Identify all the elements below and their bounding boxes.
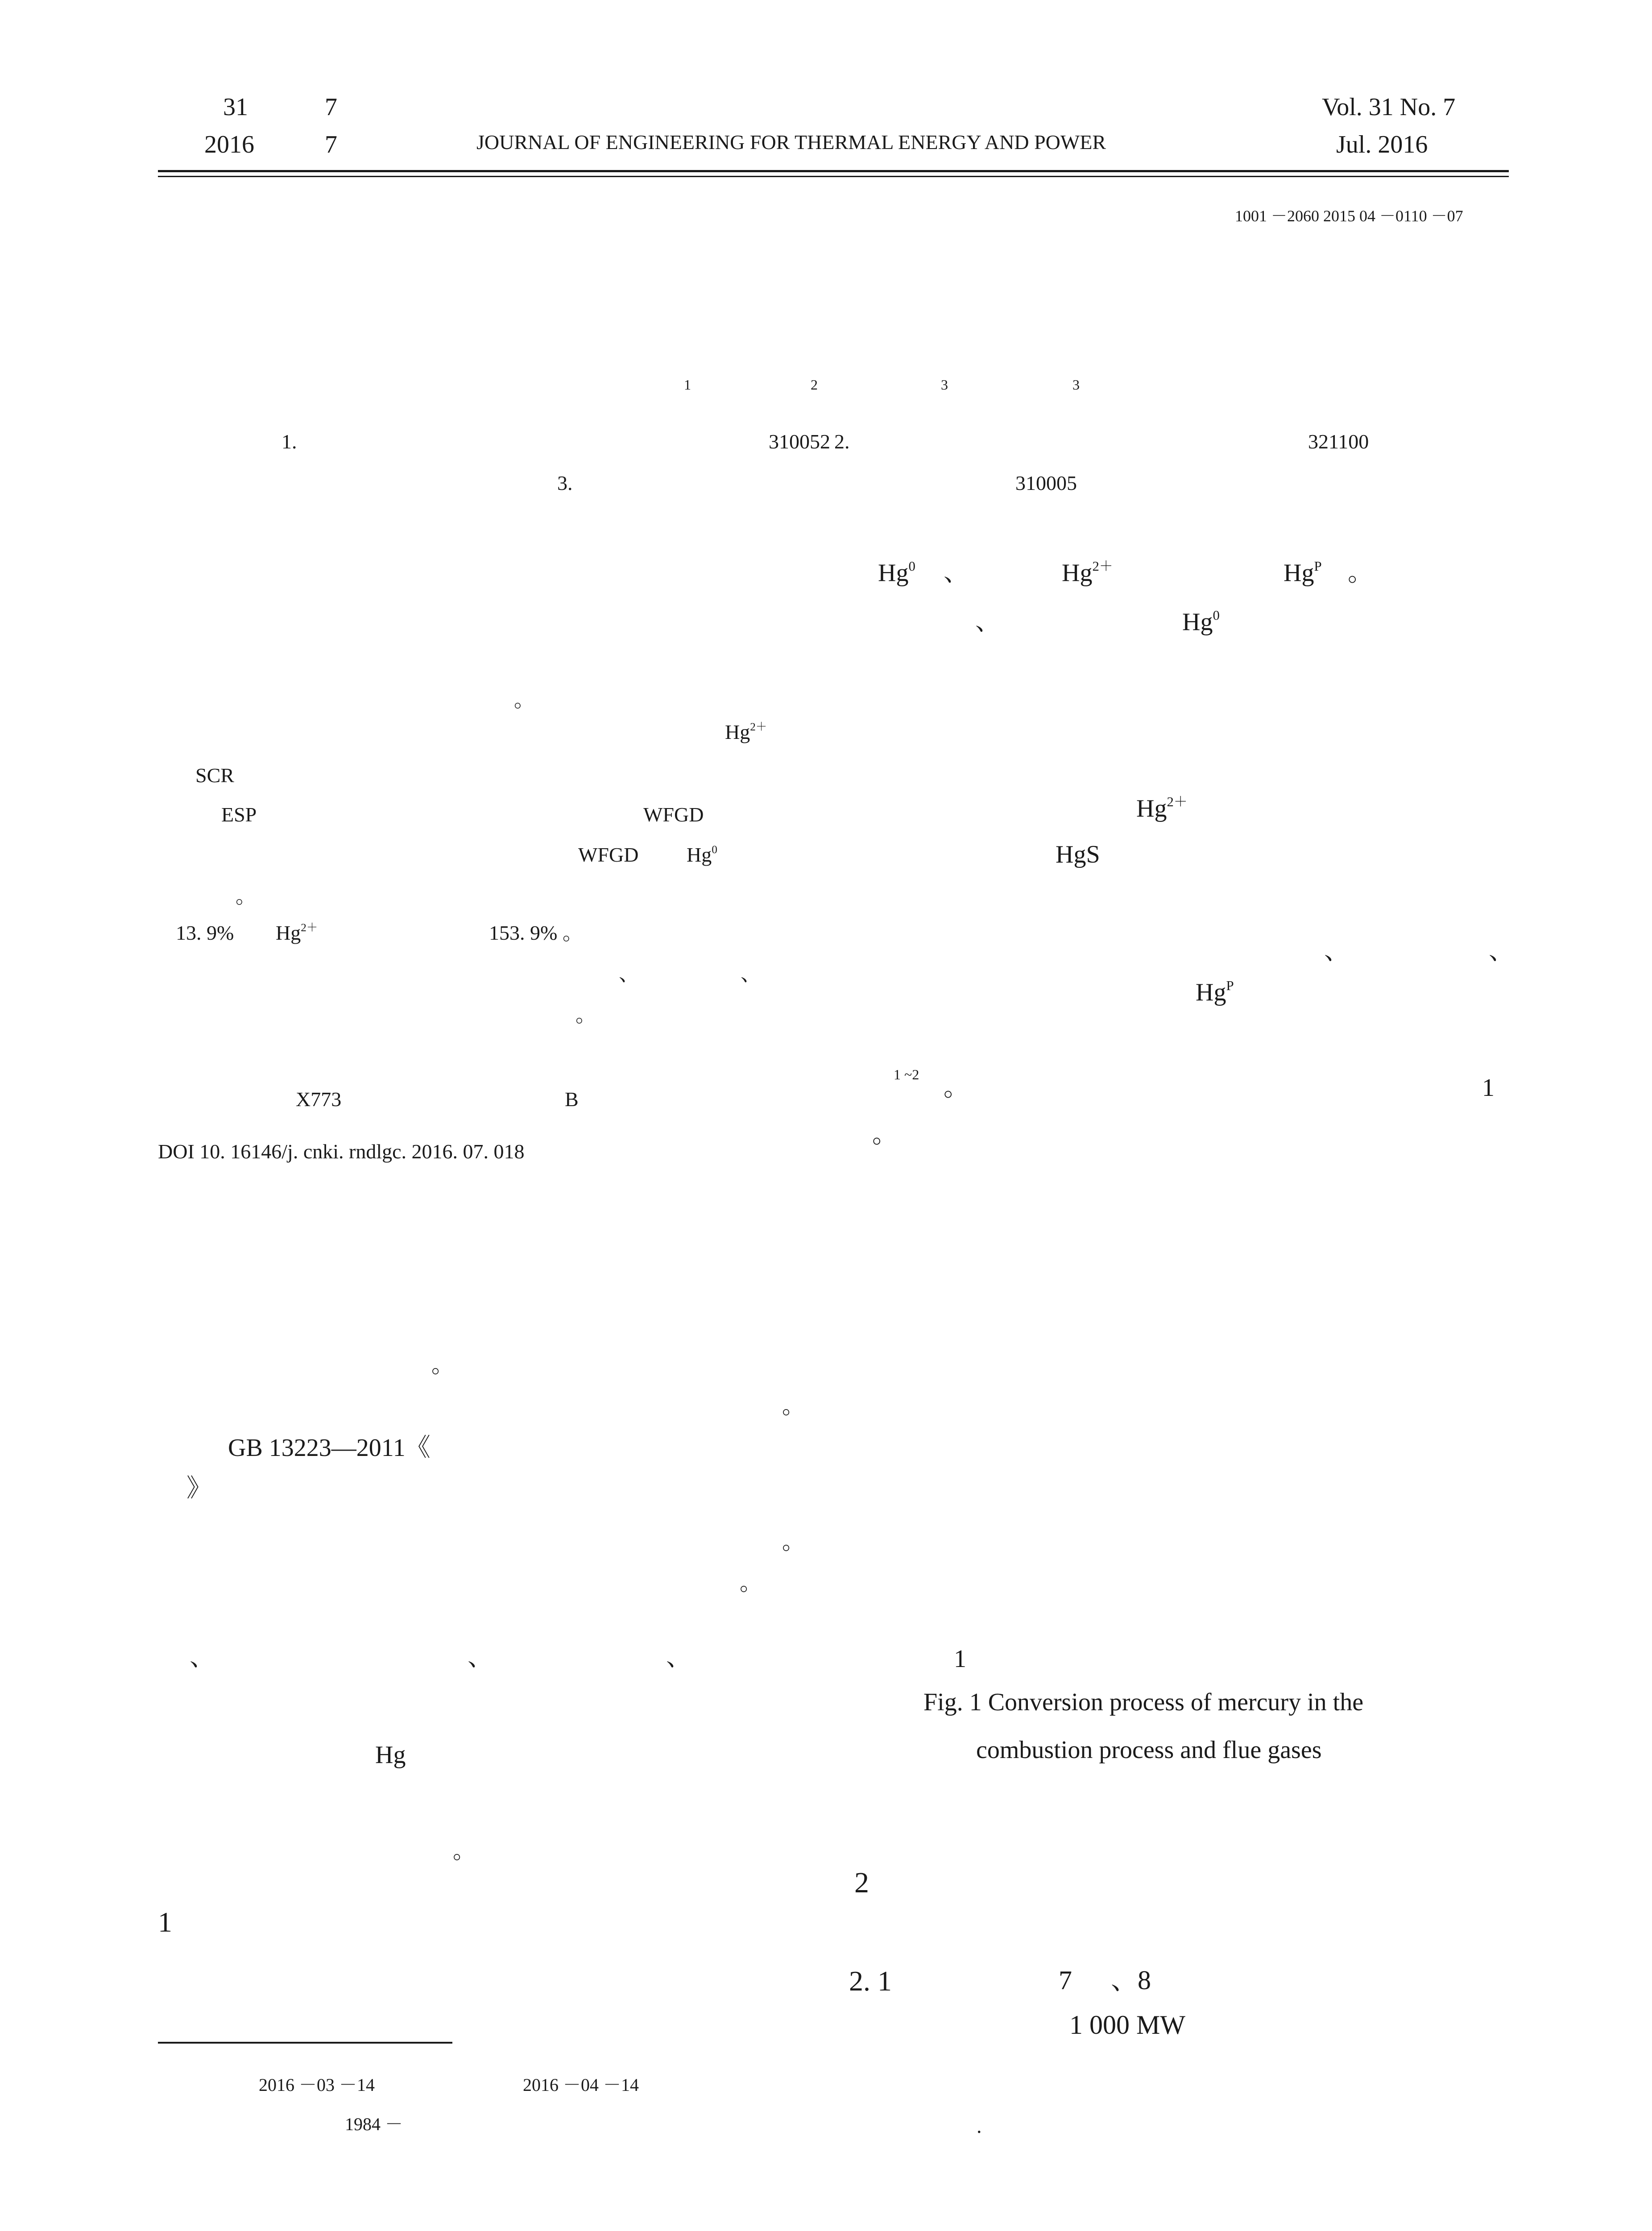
abstract-wfgd-2: WFGD [578,843,639,866]
abstract-hg0: Hg$^0$ [687,843,717,866]
right-circle-5: 。 [782,1529,804,1554]
section-2-heading: 2 [854,1866,869,1899]
document-code: B [565,1088,579,1111]
affiliation-2-number: 2. [834,430,850,453]
header-year: 2016 [204,131,254,158]
right-hg2-1: $Hg^{2+}$ [1062,558,1113,587]
header-rule-bottom [158,176,1509,177]
affiliation-3-postcode: 310005 [1015,472,1077,494]
right-hgs: HgS [1056,841,1100,868]
intro-enumeration-comma-3: 、 [666,1644,691,1671]
right-circle-6: 。 [740,1570,762,1595]
right-hgp-1: $Hg^P$ [1284,558,1322,587]
footnote-birth-year: 1984 － [345,2114,403,2134]
footnote-received-date: 2016 －03 －14 [259,2075,375,2095]
author-mark-2: 2 [811,377,818,393]
abstract-enumeration-comma-2: 、 [741,962,761,985]
right-comma-2: 、 [975,608,1000,636]
right-figure-reference: 1 [1482,1074,1495,1102]
abstract-hg2-2: $Hg^{2+}$ [276,921,318,944]
right-reference: 1 ~2 [894,1066,919,1082]
right-hg0-2: Hg$^0$ [1182,607,1220,636]
section-2-1-capacity: 1 000 MW [1069,2010,1185,2040]
author-mark-1: 1 [684,377,691,393]
right-hg0-1: Hg$^0$ [878,558,915,587]
section-2-1-unit-7: 7 [1059,1966,1072,1995]
right-circle-4: 。 [782,1393,804,1418]
journal-title: JOURNAL OF ENGINEERING FOR THERMAL ENERGY AND POWER [476,131,1106,153]
header-issue: 7 [325,93,337,121]
clc-number: X773 [296,1088,342,1111]
abstract-circle-1: 。 [514,688,534,711]
right-circle-3: 。 [872,1121,897,1149]
intro-enumeration-comma-1: 、 [190,1644,215,1671]
right-comma-4: 、 [1489,937,1514,965]
figure-1-number: 1 [954,1645,966,1673]
abstract-circle-3: 。 [576,1004,596,1026]
figure-1-caption-line-1: Fig. 1 Conversion process of mercury in the [923,1688,1364,1716]
doi: DOI 10. 16146/j. cnki. rndlgc. 2016. 07. 018 [158,1140,525,1163]
header-date-en: Jul. 2016 [1336,131,1428,158]
section-2-1-heading: 2. 1 [849,1965,892,1997]
affiliation-1-number: 1. [282,430,297,453]
abstract-esp: ESP [221,803,257,826]
header-vol-en: Vol. 31 No. 7 [1322,93,1456,121]
abstract-hg2-1: $Hg^{2+}$ [725,721,767,743]
abstract-percent-1: 13. 9% [176,921,234,944]
section-1-heading: 1 [158,1906,172,1938]
section-2-1-unit-8: 、8 [1111,1966,1151,1995]
right-circle-1: 。 [1348,559,1373,587]
abstract-circle-2: 。 [236,885,256,908]
abstract-scr: SCR [195,764,234,787]
header-volume: 31 [223,93,248,121]
header-month: 7 [325,131,337,158]
abstract-percent-2: 153. 9% 。 [489,921,583,944]
right-comma-1: 、 [944,559,969,587]
affiliation-2-postcode: 321100 [1308,430,1369,453]
intro-standard-gb: GB 13223—2011《 [228,1434,431,1462]
intro-circle-2: 。 [453,1838,475,1863]
header-rule-top [158,170,1509,172]
right-comma-3: 、 [1324,937,1349,965]
footnote-rule [158,2042,452,2044]
figure-1-caption-line-2: combustion process and flue gases [976,1736,1322,1764]
right-hgp-2: $Hg^P$ [1196,978,1234,1006]
intro-enumeration-comma-2: 、 [468,1644,493,1671]
affiliation-3-number: 3. [557,472,573,494]
footnote-revised-date: 2016 －04 －14 [523,2075,639,2095]
affiliation-1-postcode: 310052 [769,430,830,453]
intro-hg: Hg [375,1741,406,1769]
abstract-wfgd-1: WFGD [643,803,704,826]
intro-standard-close: 》 [186,1475,211,1502]
abstract-enumeration-comma-1: 、 [619,962,639,985]
right-hg2-2: $Hg^{2+}$ [1136,794,1188,822]
article-number: 1001 －2060 2015 04 －0110 －07 [1235,207,1463,225]
author-mark-3: 3 [941,377,948,393]
right-circle-2: 。 [944,1074,969,1102]
author-mark-4: 3 [1072,377,1080,393]
section-2-1-period: . [977,2115,982,2137]
intro-circle-1: 。 [431,1352,454,1377]
